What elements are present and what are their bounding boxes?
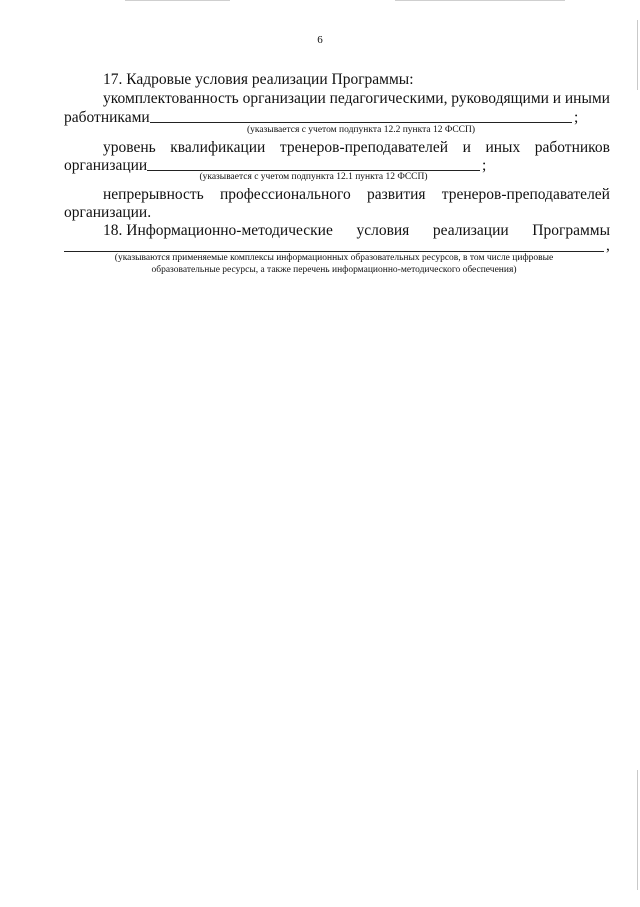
item-qualification-end-mark: ; [482,157,487,174]
word: Программы [532,222,610,239]
word: иными [564,90,610,107]
word: тренеров-преподавателей [441,186,610,203]
word: тренеров-преподавателей [279,139,449,156]
section-17-heading: 17. Кадровые условия реализации Программы: [103,71,414,88]
item-qualification-caption: (указывается с учетом подпункта 12.1 пункта 12 ФССП) [199,172,428,182]
section-18-end-mark: , [606,237,610,254]
item-staffing-fill-line [150,122,572,123]
section-18-caption-line2: образовательные ресурсы, а также перечень информационно-методического обеспечения) [151,265,517,275]
word: уровень [103,139,156,156]
item-staffing-end-mark: ; [574,109,579,126]
word: профессионального [219,186,351,203]
word: руководящими [451,90,549,107]
item-qualification-line1 [103,139,610,157]
word: реализации [432,222,509,239]
section-18-heading [103,222,610,240]
scan-edge-top-right [395,0,565,1]
scan-edge-right-bottom [637,770,638,890]
word: непрерывность [103,186,204,203]
word: иных [485,139,521,156]
word: квалификации [170,139,266,156]
section-18-caption-line1: (указываются применяемые комплексы информационных образовательных ресурсов, в том числе цифровые [114,253,554,263]
word: 18. Информационно-методические [103,222,333,239]
word: укомплектованность [103,90,239,107]
scan-edge-top-left [125,0,230,1]
word: и [552,90,562,107]
item-qualification-line2-prefix: организации [64,157,148,174]
word: и [462,139,471,156]
item-staffing-line2-prefix: работниками [64,109,150,126]
item-qualification-fill-line [147,170,480,171]
item-development-line1 [103,186,610,204]
section-18-fill-line [64,251,604,252]
page-number: 6 [317,34,323,46]
word: работников [534,139,610,156]
word: развития [366,186,426,203]
item-development-line2: организации. [64,204,152,221]
word: организации [242,90,326,107]
item-staffing-caption: (указывается с учетом подпункта 12.2 пункта 12 ФССП) [246,125,476,135]
word: педагогическими, [329,90,448,107]
item-staffing-line1 [103,90,610,108]
scan-edge-right-top [637,20,638,90]
word: условия [356,222,410,239]
